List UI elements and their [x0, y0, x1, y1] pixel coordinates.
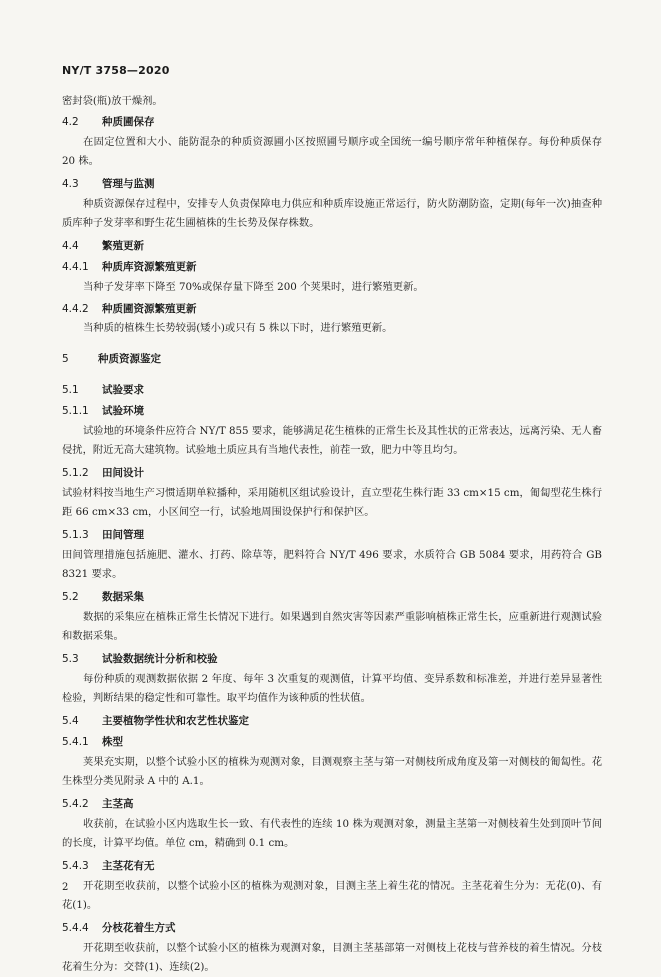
- clause-heading-5-4-2: [62, 797, 602, 812]
- clause-title: 田间管理: [102, 529, 144, 541]
- paragraph: 当种子发芽率下降至 70%或保存量下降至 200 个荚果时，进行繁殖更新。: [83, 281, 424, 293]
- clause-number: 4.4.1: [62, 261, 89, 273]
- clause-title: 株型: [102, 736, 123, 748]
- clause-number: 4.3: [62, 178, 79, 190]
- clause-title: 田间设计: [102, 467, 144, 479]
- clause-number: 4.4: [62, 240, 79, 252]
- clause-heading-5-1-3: [62, 528, 602, 543]
- clause-number: 5.1.1: [62, 405, 89, 417]
- page-number: 2: [62, 882, 69, 893]
- clause-number: 5.4.4: [62, 922, 89, 934]
- clause-number: 5.3: [62, 653, 79, 665]
- paragraph: 数据的采集应在植株正常生长情况下进行。如果遇到自然灾害等因素严重影响植株正常生长，应重新进行观测试验和数据采集。: [62, 611, 602, 642]
- clause-number: 4.2: [62, 116, 79, 128]
- clause-title: 管理与监测: [102, 178, 155, 190]
- chapter-heading-5: [62, 352, 602, 367]
- clause-title: 种质库资源繁殖更新: [102, 261, 197, 273]
- clause-number: 5: [62, 353, 69, 365]
- paragraph: 开花期至收获前，以整个试验小区的植株为观测对象，目测主茎上着生花的情况。主茎花着生分为：无花(0)、有花(1)。: [62, 880, 602, 911]
- paragraph: 在固定位置和大小、能防混杂的种质资源圃小区按照圃号顺序或全国统一编号顺序常年种植保存。每份种质保存 20 株。: [62, 136, 602, 167]
- clause-number: 5.4.2: [62, 798, 89, 810]
- clause-heading-5-1-2: [62, 466, 602, 481]
- standard-code: NY/T 3758—2020: [62, 64, 170, 77]
- clause-title: 主要植物学性状和农艺性状鉴定: [102, 715, 249, 727]
- clause-title: 主茎高: [102, 798, 134, 810]
- paragraph: 密封袋(瓶)放干燥剂。: [62, 95, 163, 107]
- clause-heading-5-1: [62, 383, 602, 398]
- clause-number: 5.4: [62, 715, 79, 727]
- clause-number: 4.4.2: [62, 303, 89, 315]
- document-body: [62, 92, 602, 977]
- clause-number: 5.2: [62, 591, 79, 603]
- clause-heading-4-4-2: [62, 302, 602, 317]
- paragraph: 试验地的环境条件应符合 NY/T 855 要求，能够满足花生植株的正常生长及其性状的正常表达，远离污染、无人畜侵扰，附近无高大建筑物。试验地土质应具有当地代表性，前茬一致，肥力中等且均匀。: [62, 425, 602, 456]
- clause-title: 试验环境: [102, 405, 144, 417]
- clause-title: 试验要求: [102, 384, 144, 396]
- clause-number: 5.1: [62, 384, 79, 396]
- clause-heading-4-4-1: [62, 260, 602, 275]
- clause-number: 5.4.3: [62, 860, 89, 872]
- clause-title: 试验数据统计分析和校验: [102, 653, 218, 665]
- paragraph: 荚果充实期，以整个试验小区的植株为观测对象，目测观察主茎与第一对侧枝所成角度及第一对侧枝的匍匐性。花生株型分类见附录 A 中的 A.1。: [62, 756, 602, 787]
- clause-heading-4-2: [62, 115, 602, 130]
- paragraph: 田间管理措施包括施肥、灌水、打药、除草等，肥料符合 NY/T 496 要求，水质符合 GB 5084 要求，用药符合 GB 8321 要求。: [62, 549, 602, 580]
- paragraph: 收获前，在试验小区内选取生长一致、有代表性的连续 10 株为观测对象，测量主茎第一对侧枝着生处到顶叶节间的长度，计算平均值。单位 cm，精确到 0.1 cm。: [62, 818, 602, 849]
- clause-title: 繁殖更新: [102, 240, 144, 252]
- paragraph: 每份种质的观测数据依据 2 年度、每年 3 次重复的观测值，计算平均值、变异系数和标准差，并进行差异显著性检验，判断结果的稳定性和可靠性。取平均值作为该种质的性状值。: [62, 673, 602, 704]
- paragraph: 开花期至收获前，以整个试验小区的植株为观测对象，目测主茎基部第一对侧枝上花枝与营养枝的着生情况。分枝花着生分为：交替(1)、连续(2)。: [62, 942, 602, 973]
- clause-heading-5-4-4: [62, 921, 602, 936]
- clause-heading-5-2: [62, 590, 602, 605]
- clause-title: 种质圃资源繁殖更新: [102, 303, 197, 315]
- clause-title: 数据采集: [102, 591, 144, 603]
- clause-number: 5.4.1: [62, 736, 89, 748]
- paragraph: 当种质的植株生长势较弱(矮小)或只有 5 株以下时，进行繁殖更新。: [83, 322, 393, 334]
- clause-number: 5.1.3: [62, 529, 89, 541]
- clause-title: 种质资源鉴定: [98, 353, 161, 365]
- clause-title: 种质圃保存: [102, 116, 155, 128]
- clause-number: 5.1.2: [62, 467, 89, 479]
- clause-heading-5-4-3: [62, 859, 602, 874]
- clause-heading-4-4: [62, 239, 602, 254]
- clause-heading-4-3: [62, 177, 602, 192]
- paragraph: 试验材料按当地生产习惯适期单粒播种，采用随机区组试验设计，直立型花生株行距 33 cm×15 cm，匍匐型花生株行距 66 cm×33 cm，小区间空一行，试验地周围设保护行和保护区。: [62, 487, 602, 518]
- clause-title: 分枝花着生方式: [102, 922, 176, 934]
- clause-heading-5-4: [62, 714, 602, 729]
- paragraph: 种质资源保存过程中，安排专人负责保障电力供应和种质库设施正常运行，防火防潮防盗，定期(每年一次)抽查种质库种子发芽率和野生花生圃植株的生长势及保存株数。: [62, 198, 602, 229]
- clause-heading-5-4-1: [62, 735, 602, 750]
- clause-heading-5-1-1: [62, 404, 602, 419]
- clause-title: 主茎花有无: [102, 860, 155, 872]
- clause-heading-5-3: [62, 652, 602, 667]
